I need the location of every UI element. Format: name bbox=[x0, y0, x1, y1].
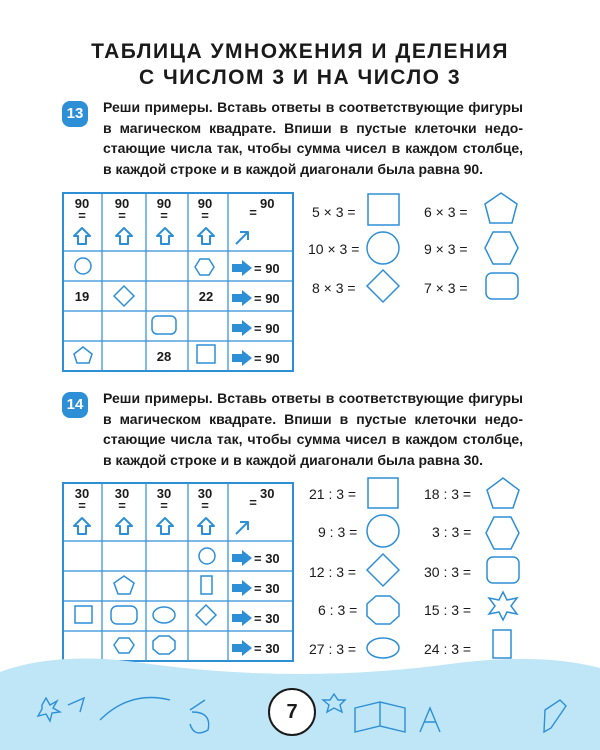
cell-value: 19 bbox=[74, 289, 90, 304]
rounded-rect-shape bbox=[152, 316, 176, 334]
example-text: 12 : 3 = bbox=[309, 564, 357, 580]
circle-shape bbox=[75, 258, 91, 274]
example-text: 3 : 3 = bbox=[432, 524, 472, 540]
example-text: 27 : 3 = bbox=[309, 641, 357, 657]
example-text: 21 : 3 = bbox=[309, 486, 357, 502]
right-arrow-icon bbox=[232, 320, 252, 336]
page-number: 7 bbox=[268, 688, 316, 736]
square-shape bbox=[75, 606, 92, 623]
example-text: 9 : 3 = bbox=[318, 524, 358, 540]
ellipse-shape bbox=[153, 607, 175, 623]
hexagon-answer-shape bbox=[486, 517, 519, 549]
example-text: 9 × 3 = bbox=[424, 241, 468, 257]
column-sum-label: 30 bbox=[156, 486, 172, 501]
task-text-line: Реши примеры. Вставь ответы в соответствующие фигуры bbox=[103, 99, 523, 115]
row-sum-label: = 90 bbox=[254, 291, 280, 306]
task13-instructions bbox=[103, 97, 523, 179]
up-arrow-icon bbox=[198, 228, 214, 244]
hexagon-shape bbox=[195, 259, 214, 275]
right-arrow-icon bbox=[232, 580, 252, 596]
example-text: 24 : 3 = bbox=[424, 641, 472, 657]
column-sum-label: 90 bbox=[156, 196, 172, 211]
page-title-line2: С ЧИСЛОМ 3 И НА ЧИСЛО 3 bbox=[138, 66, 462, 89]
circle-shape bbox=[199, 548, 215, 564]
circle-answer-shape bbox=[367, 515, 399, 547]
octagon-answer-shape bbox=[367, 596, 399, 624]
example-text: 5 × 3 = bbox=[312, 204, 356, 220]
grid13-shapes bbox=[64, 251, 224, 369]
row-sum-label: = 90 bbox=[254, 321, 280, 336]
row-sum-label: = 30 bbox=[254, 641, 280, 656]
column-sum-label: 30 bbox=[114, 486, 130, 501]
diagonal-arrow-icon bbox=[236, 232, 248, 244]
diamond-shape bbox=[196, 605, 216, 625]
task14-instructions bbox=[103, 388, 523, 470]
column-sum-label: 90 bbox=[114, 196, 130, 211]
row-sum-label: = 90 bbox=[254, 261, 280, 276]
cell-value: 28 bbox=[156, 349, 172, 364]
task-text-line: в магическом квадрате. Впиши в пустые клеточки недо- bbox=[103, 119, 523, 136]
pentagon-answer-shape bbox=[487, 478, 519, 508]
equals-sign: = bbox=[160, 498, 168, 513]
up-arrow-icon bbox=[157, 518, 173, 534]
right-arrow-icon bbox=[232, 260, 252, 276]
up-arrow-icon bbox=[116, 518, 132, 534]
example-text: 30 : 3 = bbox=[424, 564, 472, 580]
example13-shapes bbox=[365, 190, 525, 310]
example-text: 8 × 3 = bbox=[312, 280, 356, 296]
task-text-line: в магическом квадрате. Впиши в пустые клеточки недо- bbox=[103, 410, 523, 427]
equals-sign: = bbox=[78, 498, 86, 513]
up-arrow-icon bbox=[116, 228, 132, 244]
task-text-line: стающие числа так, чтобы сумма чисел в каждом столбце, bbox=[103, 140, 523, 156]
square-answer-shape bbox=[368, 478, 398, 508]
square-answer-shape bbox=[368, 194, 399, 225]
diamond-shape bbox=[114, 286, 134, 306]
up-arrow-icon bbox=[74, 518, 90, 534]
column-sum-label: 90 bbox=[197, 196, 213, 211]
row-sum-label: = 30 bbox=[254, 551, 280, 566]
up-arrow-icon bbox=[74, 228, 90, 244]
equals-sign: = bbox=[160, 208, 168, 223]
pentagon-shape bbox=[114, 576, 134, 594]
diamond-answer-shape bbox=[367, 554, 399, 586]
task-text-line: Реши примеры. Вставь ответы в соответствующие фигуры bbox=[103, 390, 523, 406]
task-number-badge: 13 bbox=[62, 101, 88, 127]
example-text: 6 × 3 = bbox=[424, 204, 468, 220]
up-arrow-icons bbox=[72, 516, 272, 538]
diagonal-sum-label: 30 bbox=[260, 486, 275, 501]
right-arrow-icon bbox=[232, 350, 252, 366]
rounded-rect-answer-shape bbox=[486, 273, 518, 299]
diagonal-arrow-icon bbox=[236, 522, 248, 534]
equals-sign: = bbox=[249, 495, 257, 510]
pentagon-shape bbox=[74, 347, 92, 363]
example-text: 6 : 3 = bbox=[318, 602, 358, 618]
rounded-rect-answer-shape bbox=[487, 557, 519, 583]
page-title-line1: ТАБЛИЦА УМНОЖЕНИЯ И ДЕЛЕНИЯ bbox=[91, 40, 509, 63]
equals-sign: = bbox=[201, 498, 209, 513]
star-answer-shape bbox=[489, 592, 517, 620]
square-shape bbox=[197, 345, 215, 363]
row-sum-label: = 30 bbox=[254, 581, 280, 596]
right-arrow-icon bbox=[232, 290, 252, 306]
column-sum-label: 30 bbox=[74, 486, 90, 501]
task-number-badge: 14 bbox=[62, 392, 88, 418]
pentagon-answer-shape bbox=[485, 193, 517, 223]
up-arrow-icon bbox=[198, 518, 214, 534]
example14-shapes bbox=[365, 474, 530, 664]
column-sum-label: 90 bbox=[74, 196, 90, 211]
rectangle-shape bbox=[201, 576, 212, 594]
column-sum-label: 30 bbox=[197, 486, 213, 501]
circle-answer-shape bbox=[367, 232, 399, 264]
rounded-rect-shape bbox=[111, 606, 137, 624]
cell-value: 22 bbox=[198, 289, 214, 304]
example-text: 18 : 3 = bbox=[424, 486, 472, 502]
hexagon-answer-shape bbox=[485, 232, 518, 264]
equals-sign: = bbox=[249, 205, 257, 220]
task-text-line: в каждой строке и в каждой диагонали была равна 30. bbox=[103, 451, 484, 468]
equals-sign: = bbox=[118, 498, 126, 513]
equals-sign: = bbox=[78, 208, 86, 223]
up-arrow-icon bbox=[157, 228, 173, 244]
grid14-shapes bbox=[64, 541, 224, 659]
example-text: 7 × 3 = bbox=[424, 280, 468, 296]
diagonal-sum-label: 90 bbox=[260, 196, 275, 211]
example-text: 15 : 3 = bbox=[424, 602, 472, 618]
diamond-answer-shape bbox=[367, 270, 399, 302]
task-text-line: стающие числа так, чтобы сумма чисел в каждом столбце, bbox=[103, 431, 523, 447]
example-text: 10 × 3 = bbox=[308, 241, 360, 257]
task-text-line: в каждой строке и в каждой диагонали была равна 90. bbox=[103, 160, 484, 177]
equals-sign: = bbox=[118, 208, 126, 223]
right-arrow-icon bbox=[232, 550, 252, 566]
equals-sign: = bbox=[201, 208, 209, 223]
up-arrow-icons bbox=[72, 226, 272, 248]
row-sum-label: = 90 bbox=[254, 351, 280, 366]
right-arrow-icon bbox=[232, 610, 252, 626]
row-sum-label: = 30 bbox=[254, 611, 280, 626]
